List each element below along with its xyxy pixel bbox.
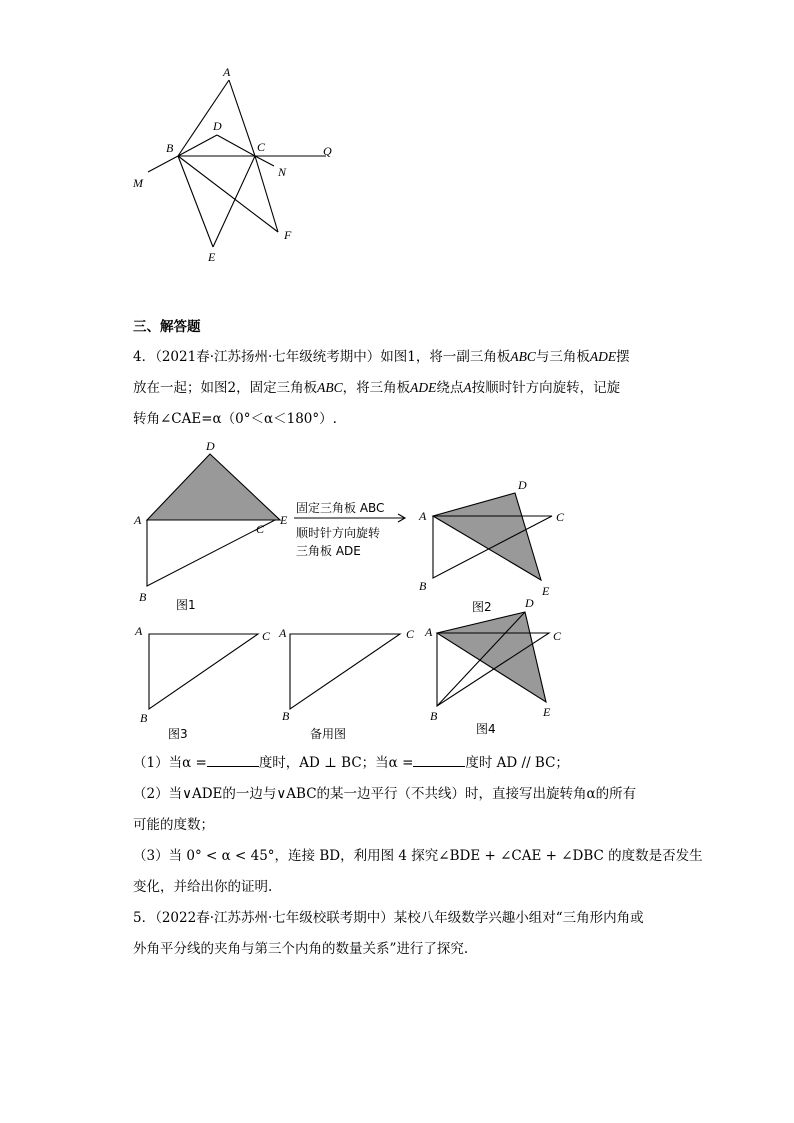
q5-line-1: 5．（2022春·江苏苏州·七年级校联考期中）某校八年级数学兴趣小组对“三角形内角或: [133, 910, 644, 926]
fig3-caption: 图3: [168, 727, 188, 741]
figure-1: [133, 439, 288, 612]
fig4-label-A: A: [425, 625, 433, 639]
segment-AB: [178, 80, 229, 156]
label-B: B: [166, 141, 174, 155]
label-M: M: [133, 176, 143, 190]
q4-line2-ade: ADE: [410, 380, 437, 395]
q4-part-3-line-2: 变化，并给出你的证明.: [133, 879, 273, 895]
spare-caption: 备用图: [310, 727, 347, 741]
q4-line1-tail: 与三角板: [535, 349, 590, 365]
fig2-caption: 图2: [472, 600, 492, 614]
q4-line-2: [133, 378, 663, 398]
arrow-text-1: 固定三角板 ABC: [296, 501, 385, 515]
spare-label-A: A: [279, 626, 287, 640]
rotation-arrow: [294, 500, 405, 558]
label-D: D: [213, 119, 222, 133]
q4-part-2-line-2: 可能的度数；: [133, 817, 214, 833]
q4-line2-a: 放在一起；如图2，固定三角板: [133, 380, 318, 396]
label-Q: Q: [323, 144, 332, 158]
label-N: N: [278, 165, 287, 179]
fig1-label-B: B: [139, 590, 147, 604]
q4-p1-c: 度时 AD // BC；: [465, 755, 569, 771]
fig4-label-D: D: [525, 596, 534, 610]
section-title: 三、解答题: [133, 319, 201, 335]
segment-CF: [255, 156, 278, 232]
fig1-caption: 图1: [176, 598, 196, 612]
segment-AC: [229, 80, 255, 156]
q4-line2-c: 绕点: [436, 380, 464, 396]
triangle-ABC-spare: [290, 634, 400, 709]
q4-line-1: [133, 347, 663, 367]
fig4-caption: 图4: [476, 722, 496, 736]
q4-line2-abc: ABC: [317, 380, 343, 395]
q4-ade: ADE: [589, 349, 617, 364]
arrow-text-2: 顺时针方向旋转: [296, 526, 381, 540]
fig4-label-B: B: [430, 709, 438, 723]
q5-line-2: 外角平分线的夹角与第三个内角的数量关系”进行了探究.: [133, 941, 469, 957]
answer-blank-1[interactable]: [207, 754, 259, 767]
q4-p1-a: （1）当α =: [133, 755, 207, 771]
triangle-ADE-fig1: [147, 454, 280, 520]
segment-MB: [148, 156, 178, 172]
spare-label-C: C: [406, 627, 415, 641]
q4-part-3-line-1: （3）当 0° < α < 45°，连接 BD，利用图 4 探究∠BDE + ∠CAE + ∠DBC 的度数是否发生: [133, 848, 703, 864]
label-E: E: [208, 250, 216, 264]
fig1-label-D: D: [206, 439, 215, 453]
fig2-label-E: E: [542, 584, 550, 598]
fig2-label-D: D: [518, 478, 527, 492]
answer-blank-2[interactable]: [413, 754, 465, 767]
fig3-label-B: B: [140, 711, 148, 725]
label-A: A: [223, 65, 231, 79]
figure-4: [424, 596, 562, 736]
segment-BD: [178, 135, 217, 156]
fig1-label-A: A: [134, 513, 142, 527]
fig1-label-C: C: [256, 522, 265, 536]
q4-line2-pt: A: [463, 380, 472, 395]
arrow-text-3: 三角板 ADE: [296, 544, 361, 558]
q4-p1-b: 度时，AD ⊥ BC；当α =: [258, 755, 414, 771]
fig1-label-E: E: [280, 513, 288, 527]
q4-line-3: 转角∠CAE=α（0°＜α＜180°）.: [133, 411, 337, 427]
q4-line2-b: ，将三角板: [342, 380, 411, 396]
label-F: F: [284, 228, 292, 242]
segment-EC: [213, 156, 255, 247]
fig4-label-E: E: [543, 705, 551, 719]
fig2-label-A: A: [419, 509, 427, 523]
q4-part-2-line-1: （2）当∨ADE的一边与∨ABC的某一边平行（不共线）时，直接写出旋转角α的所有: [133, 786, 637, 802]
q4-line1-end: 摆: [616, 349, 630, 365]
q4-line1-text: 4．（2021春·江苏扬州·七年级统考期中）如图1，将一副三角板: [133, 349, 511, 365]
fig3-label-C: C: [262, 629, 271, 643]
q4-part-1: [133, 753, 663, 773]
q4-line2-d: 按顺时针方向旋转，记旋: [471, 380, 621, 396]
q4-abc: ABC: [510, 349, 536, 364]
label-C: C: [257, 140, 266, 154]
figure-3: [134, 624, 271, 741]
figure-2: [418, 478, 565, 614]
fig2-label-C: C: [556, 510, 565, 524]
figure-spare: [278, 626, 415, 741]
fig4-label-C: C: [553, 629, 562, 643]
spare-label-B: B: [282, 709, 290, 723]
triangle-ABC-fig3: [149, 634, 258, 709]
triangle-ADE-fig2: [433, 493, 541, 580]
fig3-label-A: A: [135, 624, 143, 638]
top-figure: [132, 65, 332, 264]
fig2-label-B: B: [419, 579, 427, 593]
